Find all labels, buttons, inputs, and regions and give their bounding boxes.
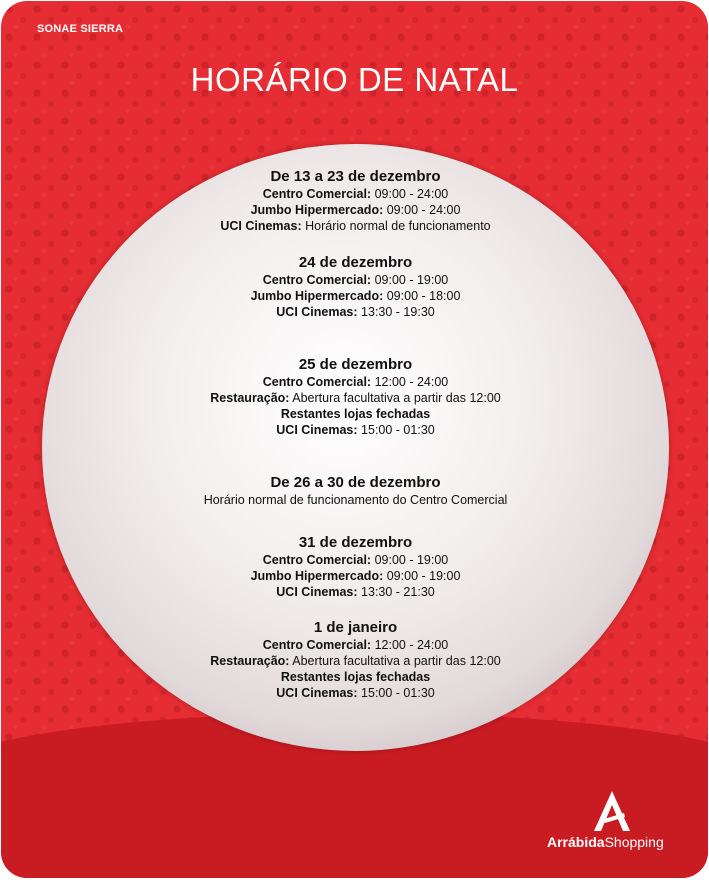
logo-text — [547, 834, 664, 850]
schedule-section — [42, 168, 669, 234]
line-label: UCI Cinemas: — [276, 686, 358, 700]
schedule-line — [42, 492, 669, 508]
schedule-line — [42, 653, 669, 669]
brand-logo-text: SONAE SIERRA — [37, 23, 124, 35]
schedule-section — [42, 474, 669, 508]
line-value: 09:00 - 18:00 — [386, 289, 461, 303]
line-value: Horário normal de funcionamento — [305, 219, 491, 233]
line-value: 09:00 - 19:00 — [374, 273, 449, 287]
line-label: Jumbo Hipermercado: — [250, 203, 384, 217]
line-value: 09:00 - 24:00 — [374, 187, 449, 201]
line-label: Restauração: — [210, 391, 290, 405]
line-value: Horário normal de funcionamento do Centro Comercial — [203, 493, 508, 507]
section-heading: De 26 a 30 de dezembro — [270, 474, 441, 491]
schedule-section — [42, 534, 669, 600]
line-label: Centro Comercial: — [262, 638, 372, 652]
line-value: 09:00 - 19:00 — [386, 569, 461, 583]
line-label: Centro Comercial: — [262, 553, 372, 567]
line-label: UCI Cinemas: — [276, 305, 358, 319]
schedule-line — [42, 288, 669, 304]
schedule-disc — [42, 144, 669, 751]
schedule-line — [42, 272, 669, 288]
line-label: UCI Cinemas: — [276, 585, 358, 599]
schedule-line — [42, 374, 669, 390]
schedule-line — [42, 584, 669, 600]
schedule-line — [42, 218, 669, 234]
line-label: Centro Comercial: — [262, 375, 372, 389]
schedule-line — [42, 552, 669, 568]
line-label: Restantes lojas fechadas — [280, 407, 431, 421]
schedule-line — [42, 390, 669, 406]
schedule-line — [42, 202, 669, 218]
section-heading: 24 de dezembro — [298, 254, 413, 271]
logo-text-light: Shopping — [604, 834, 664, 850]
line-value: 09:00 - 19:00 — [374, 553, 449, 567]
schedule-line — [42, 685, 669, 701]
schedule-line — [42, 568, 669, 584]
line-value: 12:00 - 24:00 — [374, 638, 449, 652]
line-value: 13:30 - 21:30 — [361, 585, 435, 599]
line-value: 15:00 - 01:30 — [361, 686, 435, 700]
schedule-line — [42, 304, 669, 320]
line-value: 12:00 - 24:00 — [374, 375, 449, 389]
line-value: 13:30 - 19:30 — [361, 305, 435, 319]
section-heading: 31 de dezembro — [298, 534, 413, 551]
line-value: Abertura facultativa a partir das 12:00 — [292, 391, 501, 405]
section-heading: De 13 a 23 de dezembro — [270, 168, 441, 185]
line-label: UCI Cinemas: — [276, 423, 358, 437]
schedule-line — [42, 669, 669, 685]
line-value: 09:00 - 24:00 — [386, 203, 461, 217]
christmas-hours-poster — [1, 1, 708, 878]
line-label: Jumbo Hipermercado: — [250, 289, 384, 303]
line-value: Abertura facultativa a partir das 12:00 — [292, 654, 501, 668]
schedule-section — [42, 254, 669, 320]
page-title: HORÁRIO DE NATAL — [190, 61, 519, 98]
line-label: Restauração: — [210, 654, 290, 668]
schedule-section — [42, 619, 669, 701]
section-heading: 25 de dezembro — [298, 356, 413, 373]
line-label: Centro Comercial: — [262, 187, 372, 201]
arrabida-a-icon — [590, 789, 634, 833]
schedule-section — [42, 356, 669, 438]
line-label: Restantes lojas fechadas — [280, 670, 431, 684]
line-label: Centro Comercial: — [262, 273, 372, 287]
line-value: 15:00 - 01:30 — [361, 423, 435, 437]
logo-text-bold: Arrábida — [547, 834, 605, 850]
schedule-line — [42, 186, 669, 202]
line-label: UCI Cinemas: — [220, 219, 302, 233]
section-heading: 1 de janeiro — [313, 619, 398, 636]
line-label: Jumbo Hipermercado: — [250, 569, 384, 583]
schedule-line — [42, 637, 669, 653]
schedule-line — [42, 406, 669, 422]
arrabida-shopping-logo — [547, 789, 677, 849]
schedule-line — [42, 422, 669, 438]
